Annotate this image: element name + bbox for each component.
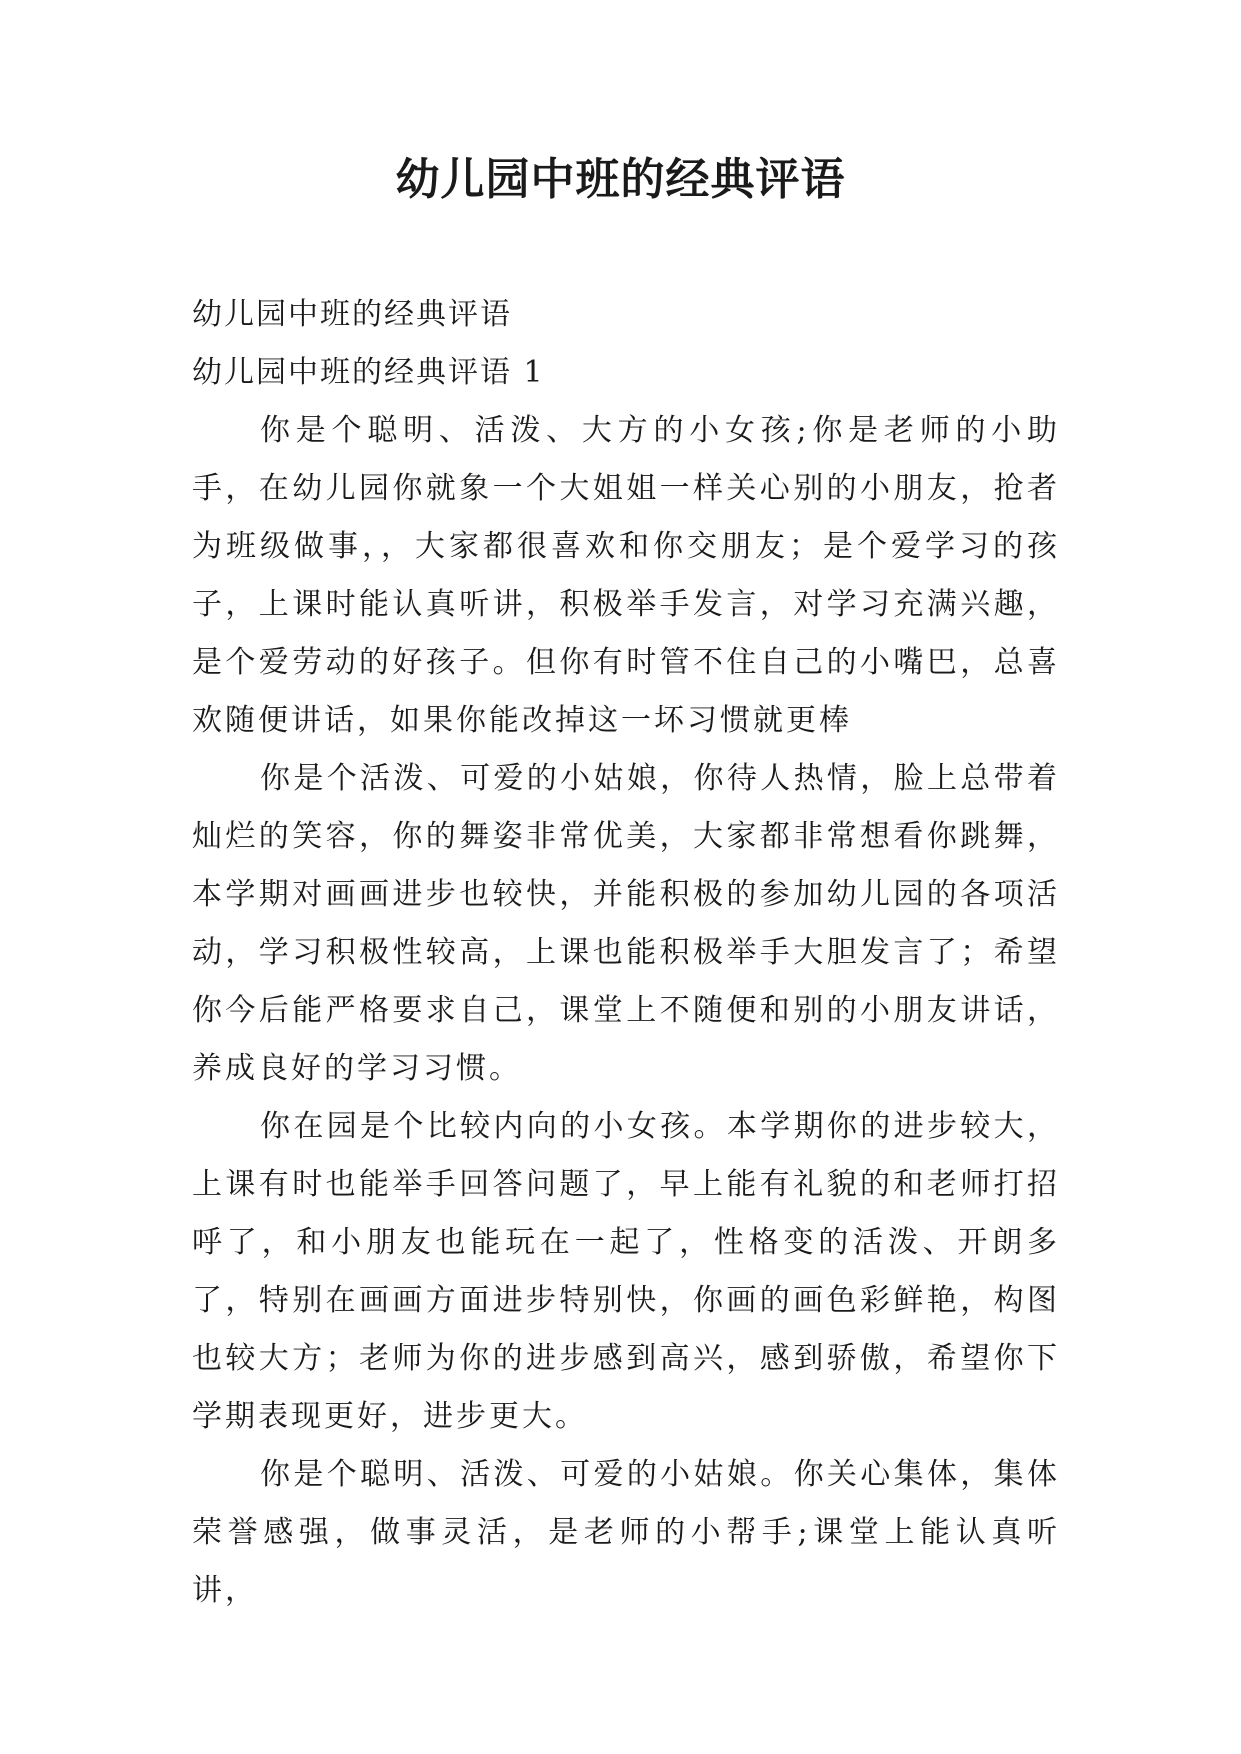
comment-paragraph-1: 你是个聪明、活泼、大方的小女孩;你是老师的小助手，在幼儿园你就象一个大姐姐一样关心别的小朋友，抢者为班级做事，，大家都很喜欢和你交朋友；是个爱学习的孩子，上课时能认真听讲，积极举手发言，对学习充满兴趣，是个爱劳动的好孩子。但你有时管不住自己的小嘴巴，总喜欢随便讲话，如果你能改掉这一坏习惯就更棒 xyxy=(192,413,1060,738)
section-heading: 幼儿园中班的经典评语 1 xyxy=(192,355,545,390)
document-title: 幼儿园中班的经典评语 xyxy=(395,154,846,205)
comment-paragraph-2: 你是个活泼、可爱的小姑娘，你待人热情，脸上总带着灿烂的笑容，你的舞姿非常优美，大家都非常想看你跳舞，本学期对画画进步也较快，并能积极的参加幼儿园的各项活动，学习积极性较高，上课也能积极举手大胆发言了；希望你今后能严格要求自己，课堂上不随便和别的小朋友讲话，养成良好的学习习惯。 xyxy=(192,761,1060,1086)
comment-paragraph-3: 你在园是个比较内向的小女孩。本学期你的进步较大，上课有时也能举手回答问题了，早上能有礼貌的和老师打招呼了，和小朋友也能玩在一起了，性格变的活泼、开朗多了，特别在画画方面进步特别快，你画的画色彩鲜艳，构图也较大方；老师为你的进步感到高兴，感到骄傲，希望你下学期表现更好，进步更大。 xyxy=(192,1109,1060,1434)
document-subtitle: 幼儿园中班的经典评语 xyxy=(192,297,512,332)
comment-paragraph-4: 你是个聪明、活泼、可爱的小姑娘。你关心集体，集体荣誉感强，做事灵活，是老师的小帮手;课堂上能认真听讲， xyxy=(192,1457,1060,1608)
document-body xyxy=(192,286,1060,1620)
